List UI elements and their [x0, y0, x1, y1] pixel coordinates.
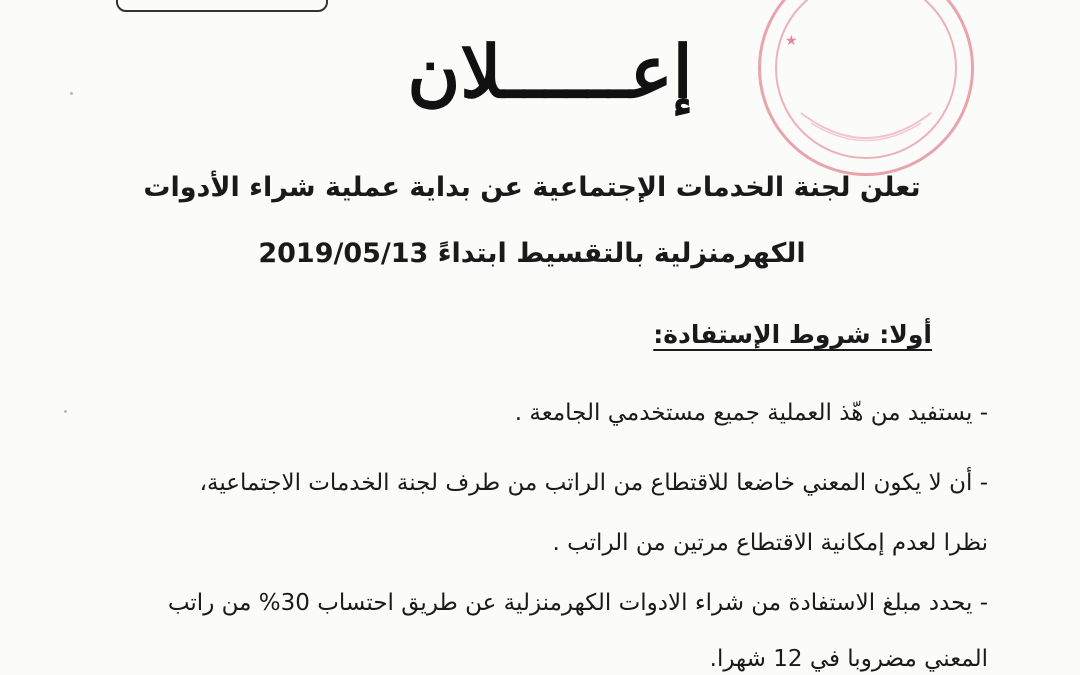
condition-line-1: - يستفيد من هّذ العملية جميع مستخدمي الجامعة .	[514, 400, 988, 426]
intro-line-1: تعلن لجنة الخدمات الإجتماعية عن بداية عملية شراء الأدوات	[143, 172, 921, 203]
stamp-seal-icon	[761, 0, 971, 173]
scan-speck	[70, 92, 73, 95]
condition-line-4: - يحدد مبلغ الاستفادة من شراء الادوات الكهرمنزلية عن طريق احتساب 30% من راتب	[167, 590, 988, 616]
condition-line-3: نظرا لعدم إمكانية الاقتطاع مرتين من الراتب .	[552, 530, 988, 556]
section-title-conditions: أولا: شروط الإستفادة:	[653, 320, 932, 349]
svg-text:★: ★	[785, 33, 798, 49]
condition-line-2: - أن لا يكون المعني خاضعا للاقتطاع من الراتب من طرف لجنة الخدمات الاجتماعية،	[199, 470, 988, 496]
intro-line-2: الكهرمنزلية بالتقسيط ابتداءً 2019/05/13	[258, 238, 806, 269]
condition-line-5: المعني مضروبا في 12 شهرا.	[709, 646, 988, 672]
header-box-outline	[116, 0, 328, 12]
announcement-heading: إعــــــلان	[407, 29, 693, 114]
official-stamp	[758, 0, 974, 176]
scan-speck	[64, 410, 67, 413]
